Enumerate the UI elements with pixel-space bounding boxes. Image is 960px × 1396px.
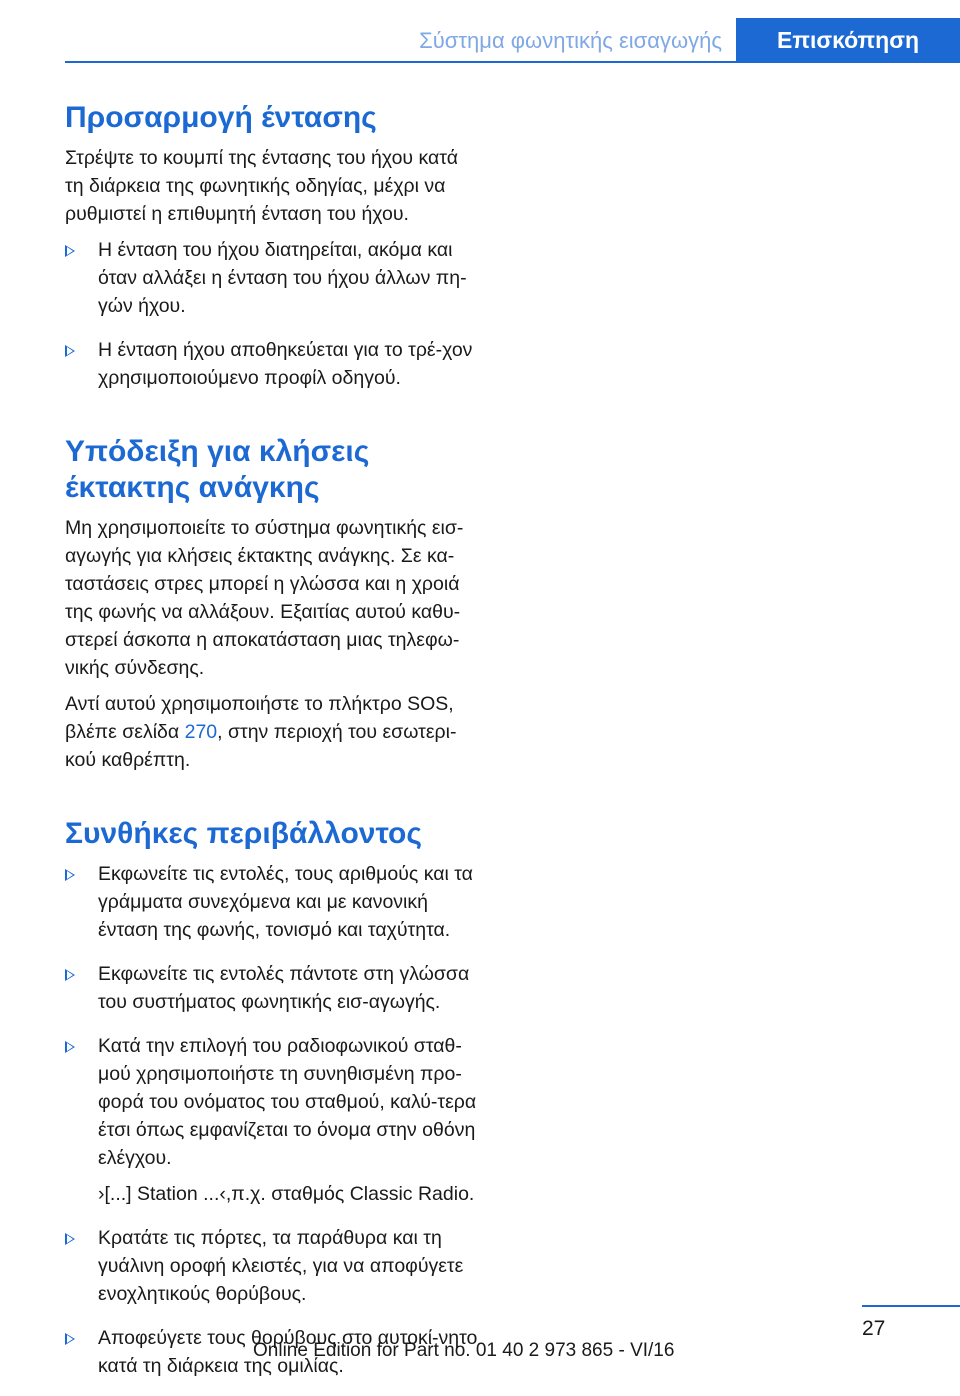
- list-item: Κρατάτε τις πόρτες, τα παράθυρα και τη γυάλινη οροφή κλειστές, για να αποφύγετε ενοχλητικούς θορύβους.: [65, 1224, 480, 1308]
- volume-intro: Στρέψτε το κουμπί της έντασης του ήχου κατά τη διάρκεια της φωνητικής οδηγίας, μέχρι να ρυθμιστεί η επιθυμητή ένταση του ήχου.: [65, 147, 458, 225]
- emergency-paragraph: Μη χρησιμοποιείτε το σύστημα φωνητικής εισ‐αγωγής για κλήσεις έκτακτης ανάγκης. Σε κα‐ταστάσεις στρες μπορεί η γλώσσα και η χροιά της φωνής να αλλάξουν. Εξαιτίας αυτού καθυ‐στερεί άσκοπα η αποκατάσταση μιας τηλεφω‐νικής σύνδεσης.: [65, 517, 464, 679]
- environment-bullet-list: [65, 860, 480, 1380]
- list-item: Αποφεύγετε τους θορύβους στο αυτοκί‐νητο κατά τη διάρκεια της ομιλίας.: [65, 1324, 480, 1380]
- heading-environment: Συνθήκες περιβάλλοντος: [65, 817, 422, 850]
- running-header-section: Σύστημα φωνητικής εισαγωγής: [419, 28, 722, 53]
- heading-volume: Προσαρμογή έντασης: [65, 101, 377, 134]
- triangle-bullet-icon: [65, 345, 75, 357]
- triangle-bullet-icon: [65, 869, 75, 881]
- triangle-bullet-icon: [65, 245, 75, 257]
- volume-bullet-list: [65, 236, 480, 392]
- list-item: Η ένταση του ήχου διατηρείται, ακόμα και όταν αλλάξει η ένταση του ήχου άλλων πη‐γών ήχου.: [65, 236, 480, 320]
- list-item: Η ένταση ήχου αποθηκεύεται για το τρέ‐χον χρησιμοποιούμενο προφίλ οδηγού.: [65, 336, 480, 392]
- list-item: Εκφωνείτε τις εντολές πάντοτε στη γλώσσα του συστήματος φωνητικής εισ‐αγωγής.: [65, 960, 480, 1016]
- list-item: Κατά την επιλογή του ραδιοφωνικού σταθ‐μού χρησιμοποιήστε τη συνηθισμένη προ‐φορά του ονόματος του σταθμού, καλύ‐τερα έτσι όπως εμφανίζεται το όνομα στην οθόνη ελέγχου. ›[...] Station ...‹,π.χ. σταθμός Classic Radio.: [65, 1032, 480, 1208]
- page-number: 27: [862, 1317, 886, 1340]
- triangle-bullet-icon: [65, 1041, 75, 1053]
- page-content: [65, 100, 480, 1396]
- triangle-bullet-icon: [65, 1333, 75, 1345]
- emergency-sos-paragraph: Αντί αυτού χρησιμοποιήστε το πλήκτρο SOS, βλέπε σελίδα 270, στην περιοχή του εσωτερι‐κού καθρέπτη.: [65, 693, 457, 771]
- station-example: ›[...] Station ...‹,π.χ. σταθμός Classic Radio.: [98, 1183, 475, 1205]
- list-item: Εκφωνείτε τις εντολές, τους αριθμούς και τα γράμματα συνεχόμενα και με κανονική ένταση της φωνής, τονισμό και ταχύτητα.: [65, 860, 480, 944]
- triangle-bullet-icon: [65, 1233, 75, 1245]
- footer-rule: [862, 1305, 960, 1307]
- running-header-tab: Επισκόπηση: [736, 18, 960, 63]
- heading-emergency: Υπόδειξη για κλήσεις έκτακτης ανάγκης: [65, 435, 370, 504]
- triangle-bullet-icon: [65, 969, 75, 981]
- edition-footer: Online Edition for Part no. 01 40 2 973 865 - VI/16: [253, 1340, 675, 1361]
- page-reference-link[interactable]: 270: [184, 721, 218, 743]
